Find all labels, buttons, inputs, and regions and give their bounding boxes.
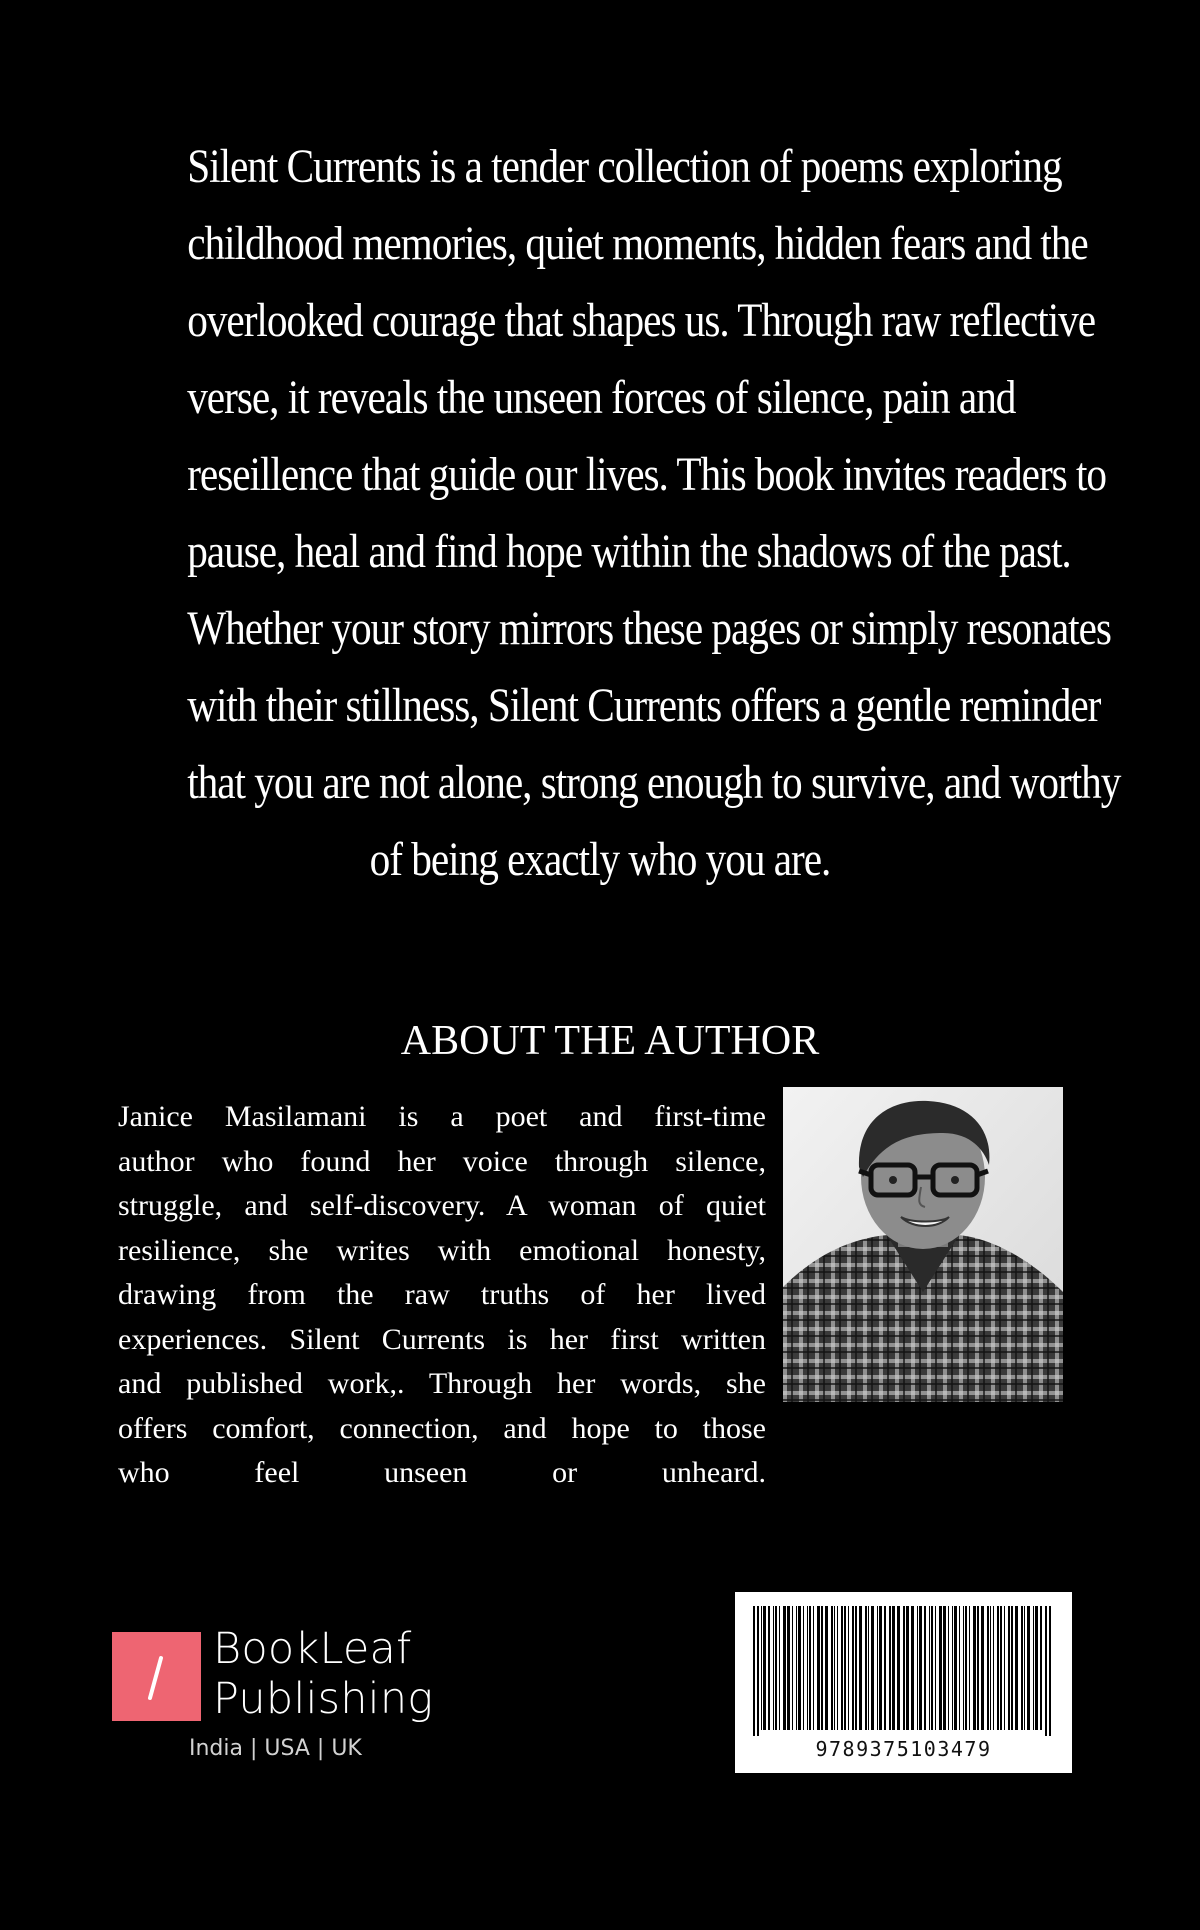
barcode-bar [906,1606,909,1730]
barcode-bar [779,1606,780,1730]
barcode-bar [807,1606,808,1730]
barcode-bar [787,1606,790,1730]
bio-line: offers comfort, connection, and hope to those [118,1411,766,1445]
bio-line: who feel unseen or unheard. [118,1456,766,1489]
blurb-line: Whether your story mirrors these pages or simply resonates [187,602,1111,655]
barcode-bar [1008,1606,1010,1730]
book-blurb [187,128,1121,898]
barcode-bar [935,1606,936,1730]
barcode-bar [911,1606,914,1730]
barcode-bar [943,1606,946,1730]
barcode-bar [821,1606,823,1730]
barcode-bar [924,1606,926,1730]
barcode-bar [817,1606,820,1730]
barcode-bar [825,1606,828,1730]
barcode-bar [1004,1606,1005,1730]
barcode-bar [796,1606,797,1730]
barcode-bar [1024,1606,1025,1730]
blurb-line: of being exactly who you are. [369,833,831,886]
barcode-bar [1011,1606,1013,1730]
barcode-bar [855,1606,857,1730]
about-author-heading: ABOUT THE AUTHOR [400,1018,820,1064]
barcode-bar [809,1606,811,1730]
blurb-line: childhood memories, quiet moments, hidden fears and the [187,217,1088,270]
barcode-bar [981,1606,984,1730]
author-photo [783,1087,1063,1402]
author-bio [118,1095,766,1496]
publisher-logo [112,1624,452,1772]
barcode-bar [973,1606,976,1730]
barcode-bar [997,1606,999,1730]
barcode-bar [931,1606,933,1730]
barcode-bar [1049,1606,1051,1736]
barcode-bar [969,1606,970,1730]
barcode-bar [763,1606,766,1730]
barcode-bar [841,1606,843,1730]
barcode-bar [773,1606,774,1730]
blurb-line: verse, it reveals the unseen forces of silence, pain and [187,371,1016,424]
barcode-bar [848,1606,849,1730]
barcode-bar [897,1606,900,1730]
slash-icon [112,1632,201,1721]
bio-line: author who found her voice through silence, [118,1144,766,1178]
isbn-number: 9789375103479 [815,1737,992,1761]
barcode-bar [753,1606,755,1736]
barcode-bar [859,1606,862,1730]
blurb-line: that you are not alone, strong enough to survive, and worthy [187,756,1121,809]
barcode-bar [1033,1606,1034,1730]
barcode-bar [993,1606,994,1730]
barcode-bar [1027,1606,1030,1730]
barcode-bar [1015,1606,1018,1730]
barcode-bar [939,1606,942,1730]
barcode-bar [963,1606,964,1730]
barcode-bar [783,1606,786,1730]
barcode-bar [813,1606,814,1730]
blurb-line: overlooked courage that shapes us. Through raw reflective [187,294,1096,347]
barcode-bar [990,1606,991,1730]
barcode-bar [959,1606,960,1730]
barcode-bar [917,1606,918,1730]
bio-line: drawing from the raw truths of her lived [118,1278,766,1311]
barcode-bar [948,1606,949,1730]
barcode-bar [1040,1606,1042,1730]
barcode-bar [775,1606,777,1730]
barcode-bar [852,1606,854,1730]
barcode-bar [844,1606,846,1730]
barcode-bar [1000,1606,1002,1730]
blurb-line: Silent Currents is a tender collection of poems exploring [187,140,1062,193]
barcode-bar [792,1606,793,1730]
blurb-line: with their stillness, Silent Currents offers a gentle reminder [187,679,1101,732]
barcode-bar [965,1606,967,1730]
barcode-bar [892,1606,895,1730]
barcode-bar [919,1606,922,1730]
barcode-bar [798,1606,801,1730]
publisher-name-line1: BookLeaf [213,1624,412,1674]
bio-line: struggle, and self-discovery. A woman of quiet [118,1189,766,1222]
publisher-logo-mark [112,1632,201,1721]
barcode-bar [987,1606,989,1730]
barcode-bar [803,1606,804,1730]
barcode-bar [831,1606,833,1730]
publisher-name-line2: Publishing [213,1674,434,1724]
bio-line: Janice Masilamani is a poet and first-time [118,1100,766,1133]
barcode-bar [889,1606,891,1730]
blurb-line: reseillence that guide our lives. This book invites readers to [187,448,1107,501]
blurb-line: pause, heal and find hope within the shadows of the past. [187,525,1071,578]
barcode-bar [761,1606,762,1730]
barcode-bar [768,1606,770,1730]
barcode-bar [1045,1606,1047,1736]
barcode-bar [868,1606,869,1730]
bio-line: and published work,. Through her words, she [118,1367,766,1400]
barcode-bar [954,1606,957,1730]
barcode-bar [879,1606,882,1730]
barcode-bar [877,1606,878,1730]
publisher-regions: India | USA | UK [189,1736,362,1761]
barcode-bar [871,1606,874,1730]
barcode-bar [884,1606,886,1730]
barcode-bar [903,1606,905,1730]
barcode-bar [834,1606,835,1730]
isbn-barcode [735,1592,1072,1773]
barcode-bar [865,1606,867,1730]
barcode-bar [1035,1606,1038,1730]
barcode-bar [837,1606,838,1730]
publisher-name [213,1624,433,1724]
barcode-bar [929,1606,930,1730]
barcode-bar [977,1606,979,1730]
bio-line: experiences. Silent Currents is her first written [118,1322,766,1356]
barcode-bar [757,1606,759,1736]
barcode-bar [1021,1606,1023,1730]
barcode-bar [952,1606,953,1730]
bio-line: resilience, she writes with emotional honesty, [118,1233,766,1267]
